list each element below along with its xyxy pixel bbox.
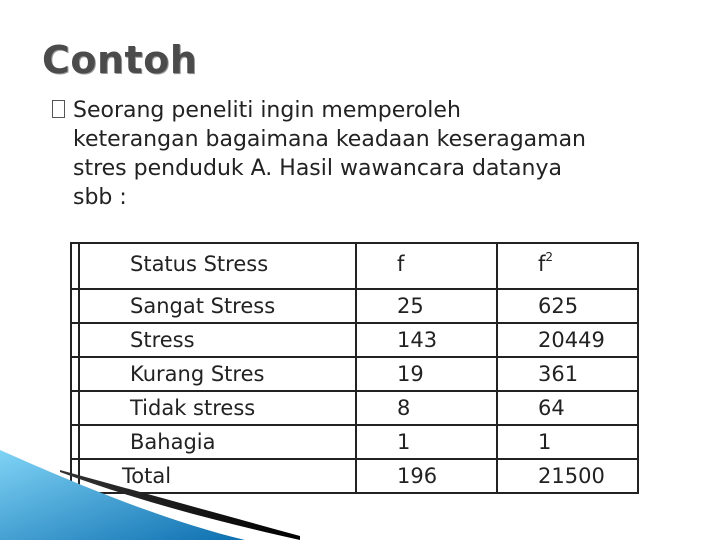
f2-cell [497, 357, 638, 391]
f-cell [356, 289, 497, 323]
bullet-text [73, 96, 672, 212]
bullet-line: keterangan bagaimana keadaan keseragaman [73, 127, 586, 152]
header-f [356, 243, 497, 289]
table-row [71, 323, 638, 357]
table-row [71, 289, 638, 323]
f2-cell [497, 425, 638, 459]
f-value: 19 [397, 362, 424, 386]
row-marker-cell [71, 391, 79, 425]
f2-value: 20449 [538, 328, 605, 352]
bullet-line: Seorang peneliti ingin memperoleh [73, 98, 461, 123]
f2-value: 1 [538, 430, 552, 454]
status-value: Tidak stress [130, 396, 256, 420]
f-value: 1 [397, 430, 411, 454]
total-label: Total [122, 464, 172, 488]
bullet-line: sbb : [73, 185, 127, 210]
slide-title: Contoh [42, 38, 198, 82]
row-marker-cell [71, 289, 79, 323]
header-f2-label [498, 244, 637, 276]
bullet-line: stres penduduk A. Hasil wawancara datanya [73, 156, 562, 181]
total-f-value: 196 [397, 464, 438, 488]
status-cell [79, 289, 356, 323]
f-cell [356, 323, 497, 357]
status-cell [79, 357, 356, 391]
row-marker-cell [71, 357, 79, 391]
f-cell [356, 391, 497, 425]
f2-value: 361 [538, 362, 579, 386]
status-value: Bahagia [130, 430, 216, 454]
table-row [71, 357, 638, 391]
header-status-label: Status Stress [130, 252, 269, 276]
blue-swoosh [0, 450, 245, 540]
f2-cell [497, 323, 638, 357]
total-f2-value: 21500 [538, 464, 605, 488]
bullet-paragraph [52, 96, 672, 212]
header-f2 [497, 243, 638, 289]
corner-decoration [0, 450, 300, 540]
status-cell [79, 391, 356, 425]
f-cell [356, 459, 497, 493]
f-value: 25 [397, 294, 424, 318]
row-marker-cell [71, 243, 79, 289]
table-row [71, 391, 638, 425]
f2-value: 625 [538, 294, 579, 318]
f-cell [356, 357, 497, 391]
table-header-row [71, 243, 638, 289]
status-cell [79, 323, 356, 357]
bullet-box-icon [52, 100, 65, 118]
header-f2-base: f [538, 252, 546, 276]
f2-cell [497, 391, 638, 425]
f2-cell [497, 289, 638, 323]
f-value: 8 [397, 396, 411, 420]
status-value: Stress [130, 328, 195, 352]
header-f-label: f [397, 252, 405, 276]
f2-value: 64 [538, 396, 565, 420]
f2-cell [497, 459, 638, 493]
status-value: Kurang Stres [130, 362, 265, 386]
status-value: Sangat Stress [130, 294, 276, 318]
header-status [79, 243, 356, 289]
f-value: 143 [397, 328, 438, 352]
row-marker-cell [71, 323, 79, 357]
header-f2-sup: 2 [545, 250, 554, 264]
f-cell [356, 425, 497, 459]
